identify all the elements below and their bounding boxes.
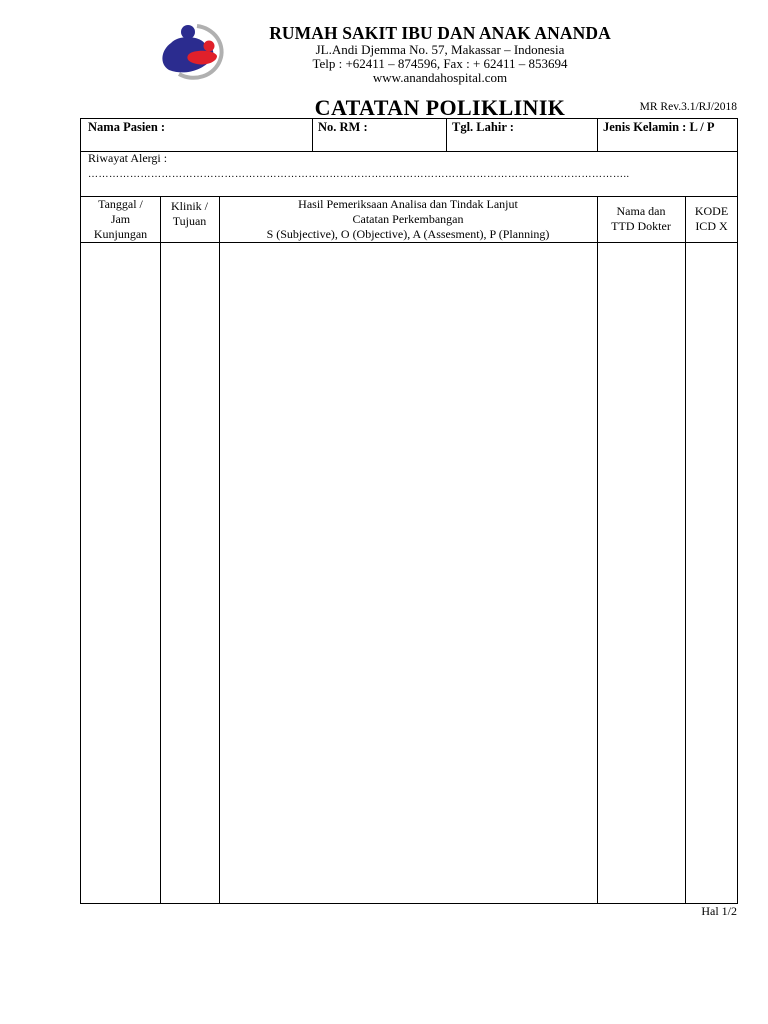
visit-header-line: Jam	[110, 211, 131, 226]
hospital-website: www.anandahospital.com	[372, 70, 508, 85]
clinic-record-table	[80, 118, 738, 904]
doctor-signature-cell[interactable]	[598, 243, 685, 903]
patient-field-divider	[597, 119, 598, 151]
row-divider-patient	[81, 151, 737, 152]
hospital-address: JL.Andi Djemma No. 57, Makassar – Indonesia	[315, 42, 565, 57]
column-header-icd-code	[685, 197, 738, 241]
allergy-history-label: Riwayat Alergi :	[88, 151, 168, 165]
patient-name-field[interactable]: Nama Pasien :	[88, 120, 166, 134]
clinic-header-line: Klinik /	[170, 199, 208, 213]
allergy-history-field[interactable]: ………………………………………………………………………………………………………………………………………..	[88, 169, 630, 180]
notes-header-line: Hasil Pemeriksaan Analisa dan Tindak Lanjut	[298, 196, 518, 211]
doctor-header-line: Nama dan	[616, 204, 666, 218]
icd-header-line: ICD X	[695, 219, 728, 233]
clinic-cell[interactable]	[161, 243, 219, 903]
mother-and-child-logo-icon	[157, 20, 243, 82]
column-header-visit-date	[81, 197, 160, 241]
visit-header-line: Tanggal /	[98, 196, 143, 211]
visit-date-cell[interactable]	[81, 243, 160, 903]
examination-notes-cell[interactable]	[220, 243, 597, 903]
date-of-birth-field[interactable]: Tgl. Lahir :	[452, 120, 514, 134]
page-number: Hal 1/2	[701, 904, 737, 918]
doctor-header-line: TTD Dokter	[611, 219, 671, 233]
notes-header-line: Catatan Perkembangan	[352, 211, 464, 226]
form-title: CATATAN POLIKLINIK	[314, 95, 566, 120]
column-header-doctor-signature	[597, 197, 685, 241]
medical-record-number-field[interactable]: No. RM :	[318, 120, 368, 134]
gender-field[interactable]: Jenis Kelamin : L / P	[603, 120, 715, 134]
clinic-header-line: Tujuan	[172, 214, 207, 228]
icd-header-line: KODE	[694, 204, 729, 218]
hospital-name: RUMAH SAKIT IBU DAN ANAK ANANDA	[269, 23, 611, 43]
form-revision-code: MR Rev.3.1/RJ/2018	[639, 101, 737, 113]
patient-field-divider	[312, 119, 313, 151]
column-header-examination-notes	[219, 197, 597, 241]
patient-field-divider	[446, 119, 447, 151]
hospital-phone-fax: Telp : +62411 – 874596, Fax : + 62411 – 853694	[312, 56, 568, 71]
icd-code-cell[interactable]	[686, 243, 737, 903]
visit-header-line: Kunjungan	[93, 226, 148, 241]
notes-header-line: S (Subjective), O (Objective), A (Assesment), P (Planning)	[266, 226, 550, 241]
column-header-clinic	[160, 199, 219, 243]
